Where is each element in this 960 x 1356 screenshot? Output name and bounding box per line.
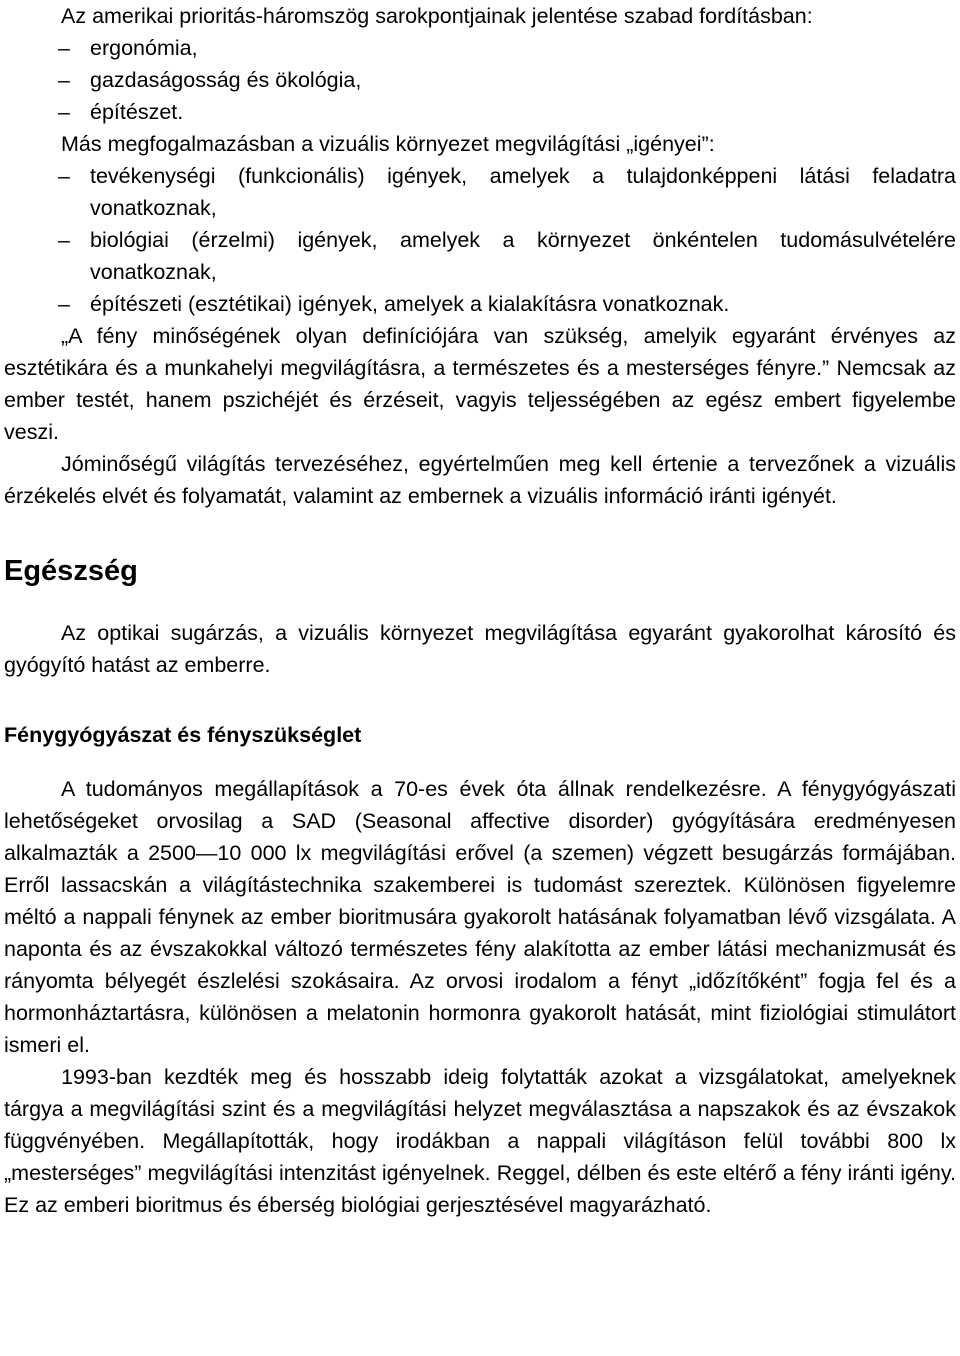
section-paragraph: Az optikai sugárzás, a vizuális környezet megvilágítása egyaránt gyakorolhat károsító és gyógyító hatást az emberre. <box>4 621 956 677</box>
list-item: – biológiai (érzelmi) igények, amelyek a környezet önkéntelen tudomásulvételére vonatkoznak, <box>4 224 956 288</box>
dash-icon: – <box>58 228 70 252</box>
dash-icon: – <box>58 164 70 188</box>
body-paragraph: Jóminőségű világítás tervezéséhez, egyértelműen meg kell értenie a tervezőnek a vizuális érzékelés elvét és folyamatát, valamint az embernek a vizuális információ iránti igényét. <box>4 452 956 508</box>
needs-paragraph: Más megfogalmazásban a vizuális környezet megvilágítási „igényei”: <box>61 132 715 156</box>
list-item: – ergonómia, <box>4 32 956 64</box>
section-heading: Egészség <box>4 555 138 587</box>
priority-list <box>4 32 956 128</box>
body-paragraph: 1993-ban kezdték meg és hosszabb ideig folytatták azokat a vizsgálatokat, amelyeknek tárgya a megvilágítási szint és a megvilágítási helyzet megválasztása a napszakok és az évszakok függvényében. Megállapították, hogy irodákban a nappali világításon felül további 800 lx „mesterséges” megvilágítási intenzitást igényelnek. Reggel, délben és este eltérő a fény iránti igény. Ez az emberi bioritmus és éberség biológiai gerjesztésével magyarázható. <box>4 1065 956 1217</box>
body-paragraph: A tudományos megállapítások a 70-es évek óta állnak rendelkezésre. A fénygyógyászati lehetőségeket orvosilag a SAD (Seasonal affective disorder) gyógyítására eredményesen alkalmazták a 2500—10 000 lx megvilágítási erővel (a szemen) végzett besugárzás formájában. Erről lassacskán a világítástechnika szakemberei is tudomást szereztek. Különösen figyelemre méltó a nappali fénynek az ember bioritmusára gyakorolt hatásának folyamatban lévő vizsgálata. A naponta és az évszakokkal változó természetes fény alakította az ember látási mechanizmusát és rányomta bélyegét észlelési szokásaira. Az orvosi irodalom a fényt „időzítőként” fogja fel és a hormonháztartásra, különösen a melatonin hormonra gyakorolt hatását, mint fiziológiai stimulátort ismeri el. <box>4 777 956 1057</box>
list-item: – gazdaságosság és ökológia, <box>4 64 956 96</box>
needs-list <box>4 160 956 320</box>
list-item: – tevékenységi (funkcionális) igények, amelyek a tulajdonképpeni látási feladatra vonatkoznak, <box>4 160 956 224</box>
list-item: – építészeti (esztétikai) igények, amelyek a kialakításra vonatkoznak. <box>4 288 956 320</box>
dash-icon: – <box>58 100 70 124</box>
dash-icon: – <box>58 292 70 316</box>
subsection-heading: Fénygyógyászat és fényszükséglet <box>4 723 362 747</box>
intro-paragraph: Az amerikai prioritás-háromszög sarokpontjainak jelentése szabad fordításban: <box>61 4 813 28</box>
dash-icon: – <box>58 36 70 60</box>
document-page <box>4 0 956 1221</box>
dash-icon: – <box>58 68 70 92</box>
list-item: – építészet. <box>4 96 956 128</box>
body-paragraph: „A fény minőségének olyan definíciójára van szükség, amelyik egyaránt érvényes az esztétikára és a munkahelyi megvilágításra, a természetes és a mesterséges fényre.” Nemcsak az ember testét, hanem pszichéjét és érzéseit, vagyis teljességében az egész embert figyelembe veszi. <box>4 324 956 444</box>
